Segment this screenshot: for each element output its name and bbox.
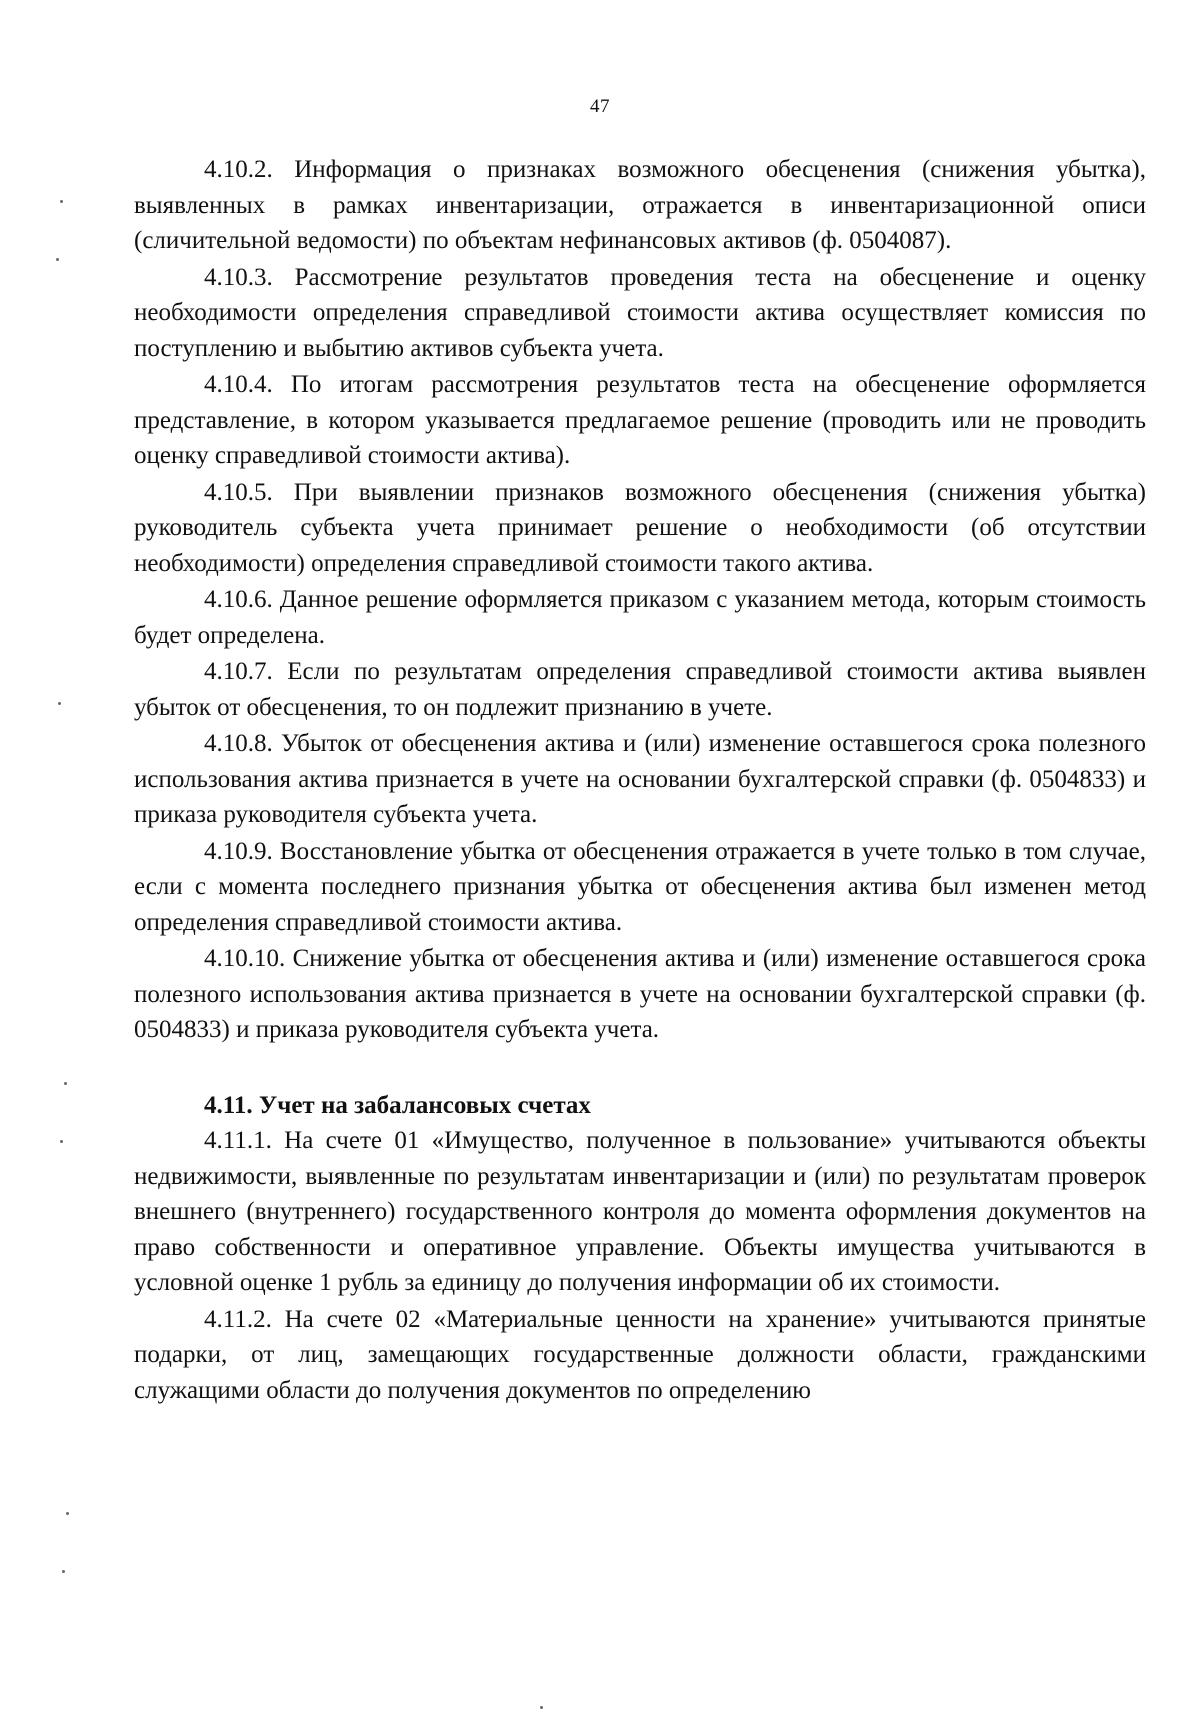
section-heading: 4.11. Учет на забалансовых счетах: [204, 1091, 591, 1119]
scan-speck: [60, 200, 63, 203]
paragraph-4-10-4: 4.10.4. По итогам рассмотрения результатов теста на обесценение оформляется представление, в котором указывается предлагаемое решение (проводить или не проводить оценку справедливой стоимости актива).: [134, 371, 1146, 469]
paragraph-4-10-3: 4.10.3. Рассмотрение результатов проведения теста на обесценение и оценку необходимости определения справедливой стоимости актива осуществляет комиссия по поступлению и выбытию активов субъекта учета.: [134, 263, 1146, 362]
paragraph-4-10-7: 4.10.7. Если по результатам определения справедливой стоимости актива выявлен убыток от обесценения, то он подлежит признанию в учете.: [134, 658, 1146, 721]
scan-speck: [56, 258, 59, 261]
scan-speck: [66, 1512, 69, 1515]
scan-speck: [60, 1140, 63, 1143]
paragraph-4-10-9: 4.10.9. Восстановление убытка от обесценения отражается в учете только в том случае, если с момента последнего признания убытка от обесценения актива был изменен метод определения справедливой стоимости актива.: [134, 837, 1146, 936]
scan-speck: [540, 1706, 543, 1709]
paragraph-4-10-5: 4.10.5. При выявлении признаков возможного обесценения (снижения убытка) руководитель субъекта учета принимает решение о необходимости (об отсутствии необходимости) определения справедливой стоимости такого актива.: [134, 478, 1146, 577]
document-body: [134, 152, 1146, 1409]
scan-speck: [58, 702, 61, 705]
paragraph-4-10-8: 4.10.8. Убыток от обесценения актива и (или) изменение оставшегося срока полезного использования актива признается в учете на основании бухгалтерской справки (ф. 0504833) и приказа руководителя субъекта учета.: [134, 730, 1146, 828]
scan-speck: [64, 1082, 67, 1085]
paragraph-4-10-6: 4.10.6. Данное решение оформляется приказом с указанием метода, которым стоимость будет определена.: [134, 586, 1146, 649]
paragraph-4-10-2: 4.10.2. Информация о признаках возможного обесценения (снижения убытка), выявленных в рамках инвентаризации, отражается в инвентаризационной описи (сличительной ведомости) по объектам нефинансовых активов (ф. 0504087).: [134, 156, 1146, 254]
paragraph-4-11-1: 4.11.1. На счете 01 «Имущество, полученное в пользование» учитываются объекты недвижимости, выявленные по результатам инвентаризации и (или) по результатам проверок внешнего (внутреннего) государственного контроля до момента оформления документов на право собственности и оперативное управление. Объекты имущества учитываются в условной оценке 1 рубль за единицу до получения информации об их стоимости.: [134, 1127, 1146, 1296]
paragraph-4-11-2: 4.11.2. На счете 02 «Материальные ценности на хранение» учитываются принятые подарки, от лиц, замещающих государственные должности области, гражданскими служащими области до получения документов по определению: [134, 1305, 1146, 1404]
page-number: 47: [590, 96, 610, 117]
scan-speck: [62, 1570, 65, 1573]
paragraph-4-10-10: 4.10.10. Снижение убытка от обесценения актива и (или) изменение оставшегося срока полезного использования актива признается в учете на основании бухгалтерской справки (ф. 0504833) и приказа руководителя субъекта учета.: [134, 945, 1146, 1043]
